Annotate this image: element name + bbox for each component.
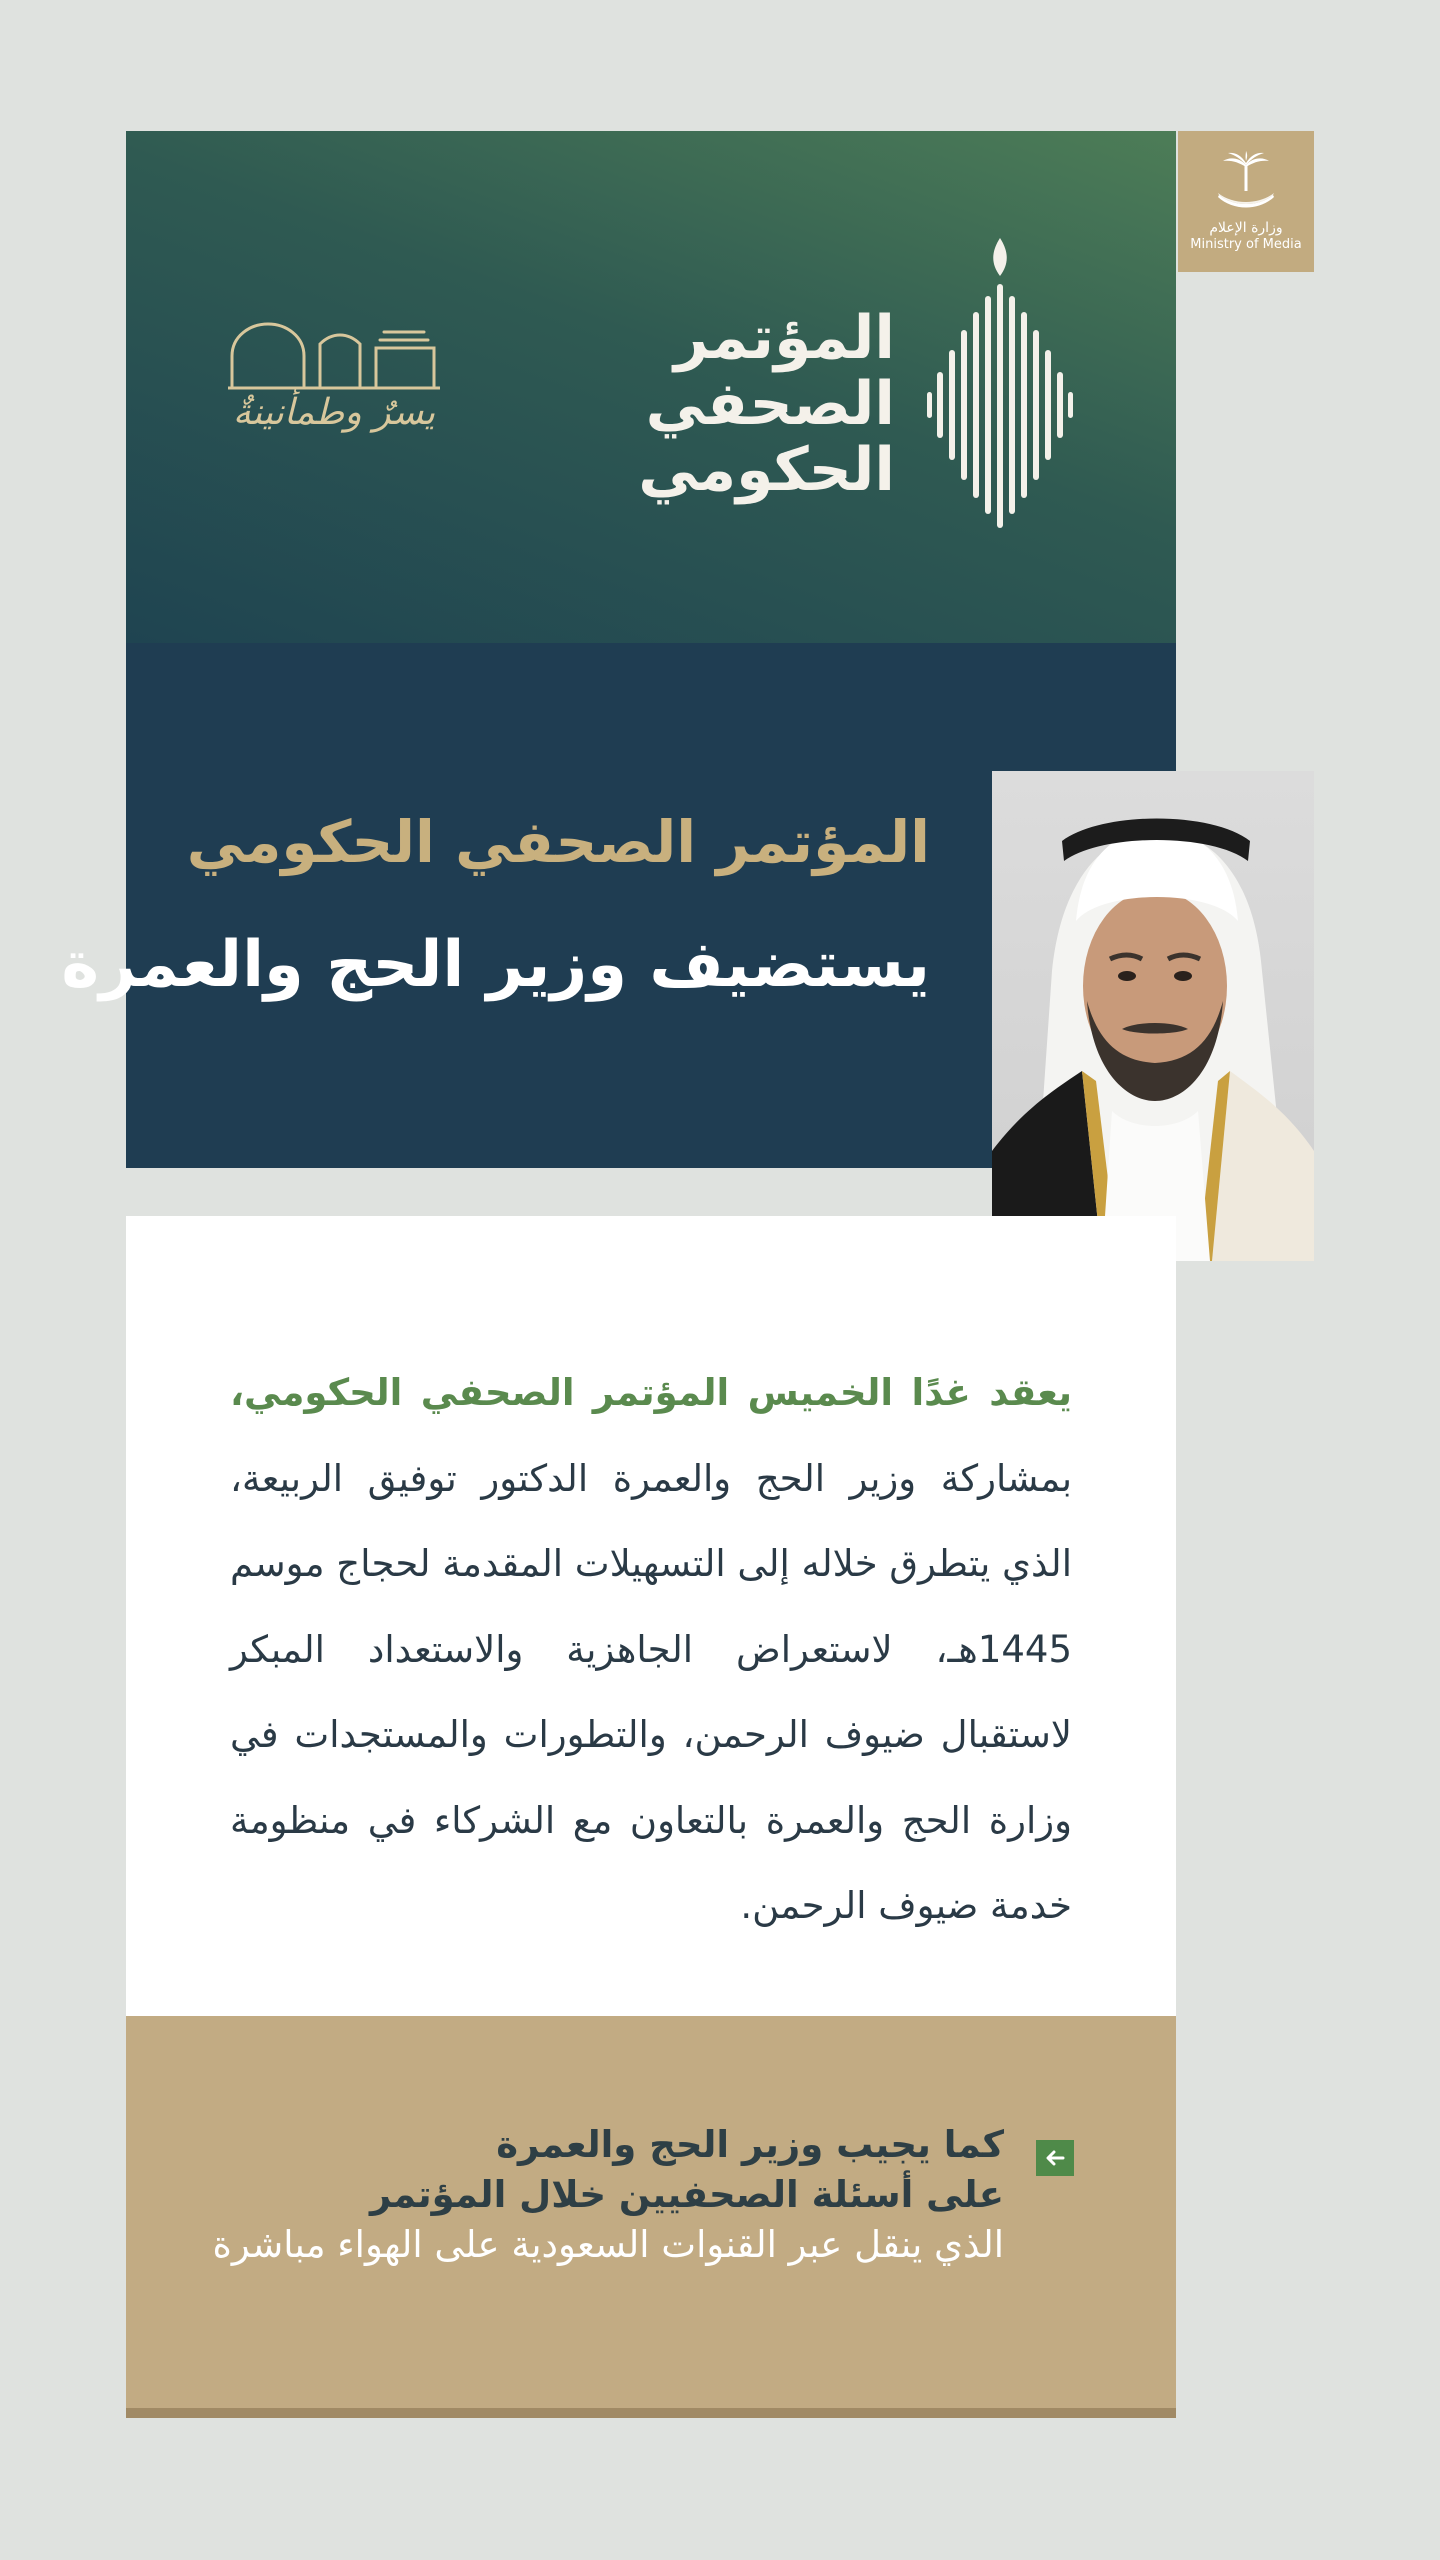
- announcement-lead: يعقد غدًا الخميس المؤتمر الصحفي الحكومي،: [230, 1371, 1072, 1414]
- footer-line: كما يجيب وزير الحج والعمرة: [496, 2123, 1004, 2166]
- conference-name: [560, 305, 895, 503]
- headline-title: المؤتمر الصحفي الحكومي: [186, 808, 930, 876]
- announcement-body: [230, 1350, 1072, 1949]
- minister-portrait: [992, 771, 1314, 1261]
- footer-line: الذي ينقل عبر القنوات السعودية على الهواء مباشرة: [212, 2223, 1004, 2266]
- person-portrait-icon: [992, 771, 1314, 1261]
- announcement-text: بمشاركة وزير الحج والعمرة الدكتور توفيق الربيعة، الذي يتطرق خلاله إلى التسهيلات المقدمة لحجاج موسم 1445هـ، لاستعراض الجاهزية والاستعداد المبكر لاستقبال ضيوف الرحمن، والتطورات والمستجدات في وزارة الحج والعمرة بالتعاون مع الشركاء في منظومة خدمة ضيوف الرحمن.: [229, 1456, 1072, 1927]
- conference-name-line: الصحفي: [645, 369, 895, 439]
- conference-name-line: الحكومي: [638, 435, 895, 505]
- ministry-logo: [1178, 131, 1314, 272]
- palm-swords-emblem-icon: [1211, 151, 1281, 215]
- slogan-text: يسرٌ وطمأنينةٌ: [232, 392, 436, 433]
- ministry-name-arabic: وزارة الإعلام: [1209, 219, 1283, 236]
- footer-note: [200, 2120, 1004, 2270]
- arrow-left-icon: [1036, 2140, 1074, 2176]
- footer-line: على أسئلة الصحفيين خلال المؤتمر: [369, 2173, 1004, 2216]
- conference-emblem-icon: [925, 238, 1075, 528]
- mosque-outline-icon: [228, 316, 440, 456]
- ministry-name-english: Ministry of Media: [1190, 236, 1302, 252]
- arrow-left-glyph-icon: [1045, 2149, 1065, 2167]
- headline-subtitle: يستضيف وزير الحج والعمرة: [61, 928, 930, 1002]
- conference-name-line: المؤتمر: [673, 303, 895, 373]
